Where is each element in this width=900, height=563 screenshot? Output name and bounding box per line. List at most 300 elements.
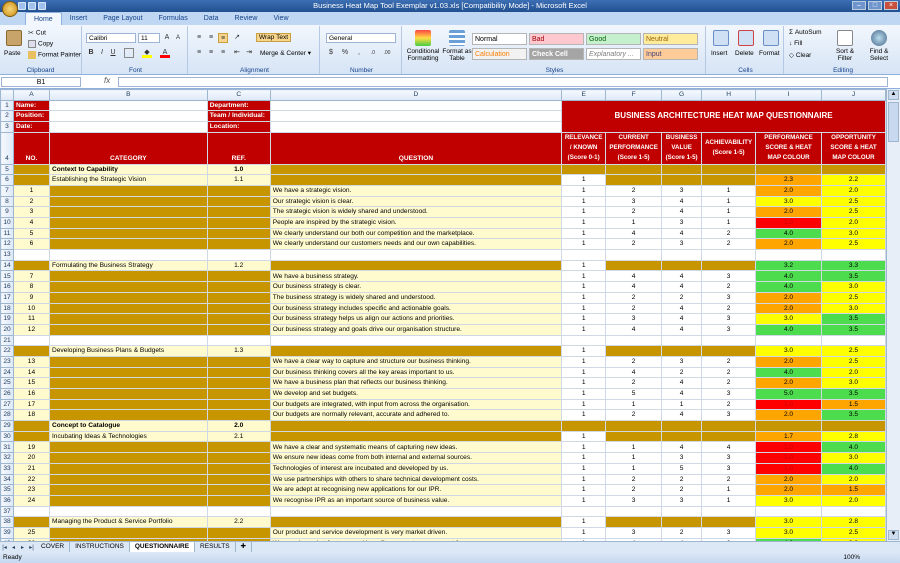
tab-review[interactable]: Review (234, 15, 258, 22)
tab-view[interactable]: View (273, 15, 289, 22)
empty-cell[interactable] (662, 250, 702, 261)
sheet-tab-instructions[interactable]: INSTRUCTIONS (70, 542, 130, 552)
row-header[interactable]: 11 (1, 228, 14, 239)
relevance-cell[interactable]: 1 (562, 324, 606, 335)
business-value-cell[interactable]: 4 (662, 228, 702, 239)
empty-cell[interactable] (606, 250, 662, 261)
ref-cell (207, 399, 270, 410)
relevance-cell[interactable]: 1 (562, 356, 606, 367)
style-check-cell[interactable]: Check Cell (529, 48, 584, 60)
empty-cell[interactable] (270, 250, 561, 261)
row-header[interactable]: 30 (1, 431, 14, 442)
business-value-cell[interactable]: 3 (662, 495, 702, 506)
relevance-cell[interactable]: 1 (562, 207, 606, 218)
achievability-cell[interactable]: 3 (702, 463, 756, 474)
relevance-cell[interactable]: 1 (562, 453, 606, 464)
relevance-cell[interactable]: 1 (562, 239, 606, 250)
row-header[interactable]: 23 (1, 356, 14, 367)
row-header[interactable]: 19 (1, 314, 14, 325)
current-performance-cell[interactable]: 2 (606, 239, 662, 250)
row-header[interactable]: 13 (1, 250, 14, 261)
current-performance-cell[interactable]: 2 (606, 207, 662, 218)
current-performance-cell[interactable]: 2 (606, 292, 662, 303)
row-header[interactable]: 15 (1, 271, 14, 282)
business-value-cell[interactable]: 4 (662, 314, 702, 325)
row-header[interactable]: 39 (1, 527, 14, 538)
empty-cell[interactable] (702, 506, 756, 517)
empty-cell[interactable] (49, 506, 207, 517)
row-header[interactable]: 17 (1, 292, 14, 303)
achievability-cell[interactable]: 3 (702, 389, 756, 400)
paste-button[interactable] (2, 28, 26, 64)
row-header[interactable]: 20 (1, 324, 14, 335)
empty-cell[interactable] (562, 250, 606, 261)
shrink-font-icon[interactable]: A (175, 35, 180, 41)
category-cell (49, 495, 207, 506)
relevance-cell[interactable]: 1 (562, 495, 606, 506)
relevance-cell[interactable]: 1 (562, 303, 606, 314)
performance-score-cell: 2.0 (756, 303, 822, 314)
grow-font-icon[interactable]: A (164, 34, 170, 41)
business-value-cell[interactable]: 2 (662, 367, 702, 378)
cut-button[interactable] (28, 29, 46, 37)
relevance-cell[interactable]: 1 (562, 196, 606, 207)
current-performance-cell[interactable]: 3 (606, 527, 662, 538)
empty-cell[interactable] (562, 506, 606, 517)
achievability-cell[interactable]: 3 (702, 410, 756, 421)
scissors-icon: ✂ (28, 30, 34, 37)
achievability-cell[interactable]: 2 (702, 282, 756, 293)
format-as-table-button[interactable] (442, 28, 472, 66)
current-performance-cell[interactable]: 1 (606, 453, 662, 464)
current-performance-cell[interactable]: 3 (606, 196, 662, 207)
row-header[interactable]: 3 (1, 121, 14, 132)
business-value-cell[interactable]: 4 (662, 442, 702, 453)
achievability-cell[interactable]: 1 (702, 207, 756, 218)
category-cell (49, 282, 207, 293)
current-performance-cell[interactable]: 2 (606, 356, 662, 367)
current-performance-cell[interactable]: 2 (606, 474, 662, 485)
relevance-cell[interactable]: 1 (562, 485, 606, 496)
empty-cell[interactable] (606, 506, 662, 517)
relevance-cell[interactable]: 1 (562, 410, 606, 421)
business-value-cell[interactable]: 4 (662, 271, 702, 282)
row-header[interactable]: 35 (1, 485, 14, 496)
question-cell (270, 517, 561, 528)
current-performance-cell[interactable]: 1 (606, 399, 662, 410)
office-button[interactable] (2, 1, 18, 17)
achievability-cell[interactable]: 3 (702, 314, 756, 325)
no-cell (13, 517, 49, 528)
relevance-cell[interactable]: 1 (562, 399, 606, 410)
last-sheet-icon[interactable]: ▸| (29, 544, 34, 551)
scroll-up-icon[interactable]: ▲ (888, 90, 899, 100)
tab-formulas[interactable]: Formulas (158, 15, 188, 22)
column-header[interactable]: C (207, 90, 270, 101)
orientation-icon[interactable]: ↗ (234, 34, 240, 41)
current-performance-cell[interactable]: 3 (606, 495, 662, 506)
row-header[interactable]: 22 (1, 346, 14, 357)
relevance-cell[interactable]: 1 (562, 463, 606, 474)
relevance-cell[interactable]: 1 (562, 442, 606, 453)
empty-cell[interactable] (207, 335, 270, 346)
font-family-select[interactable]: Calibri (86, 33, 136, 43)
current-performance-cell[interactable]: 2 (606, 303, 662, 314)
find-select-button[interactable] (862, 28, 896, 66)
opportunity-score-cell: 2.0 (821, 218, 885, 229)
achievability-cell[interactable]: 2 (702, 356, 756, 367)
column-header[interactable]: D (270, 90, 561, 101)
achievability-cell[interactable]: 1 (702, 196, 756, 207)
empty-cell[interactable] (756, 250, 822, 261)
empty-cell[interactable] (702, 250, 756, 261)
current-performance-cell[interactable]: 5 (606, 389, 662, 400)
date-field[interactable] (49, 121, 207, 132)
tab-data[interactable]: Data (203, 15, 219, 22)
relevance-cell[interactable]: 1 (562, 389, 606, 400)
row-header[interactable]: 6 (1, 175, 14, 186)
opportunity-score-cell: 2.5 (821, 207, 885, 218)
relevance-cell[interactable]: 1 (562, 175, 606, 186)
business-value-cell[interactable]: 2 (662, 474, 702, 485)
ref-cell (207, 303, 270, 314)
relevance-cell[interactable]: 1 (562, 314, 606, 325)
empty-cell[interactable] (207, 250, 270, 261)
current-performance-cell[interactable]: 1 (606, 442, 662, 453)
minimize-button[interactable]: – (852, 1, 866, 10)
maximize-button[interactable]: □ (868, 1, 882, 10)
relevance-cell[interactable]: 1 (562, 474, 606, 485)
copy-button[interactable] (28, 40, 53, 48)
opportunity-score-cell: 3.0 (821, 303, 885, 314)
tab-page-layout[interactable]: Page Layout (103, 15, 143, 22)
name-box[interactable]: B1 (1, 77, 81, 87)
no-cell: 13 (13, 356, 49, 367)
align-middle-icon[interactable]: ≡ (208, 34, 214, 41)
business-value-cell[interactable]: 3 (662, 218, 702, 229)
current-performance-cell[interactable]: 2 (606, 485, 662, 496)
row-header[interactable]: 29 (1, 421, 14, 432)
borders-icon[interactable] (124, 48, 134, 58)
row-header[interactable]: 38 (1, 517, 14, 528)
row-header[interactable]: 26 (1, 389, 14, 400)
achievability-cell[interactable]: 3 (702, 324, 756, 335)
empty-cell[interactable] (702, 335, 756, 346)
relevance-cell[interactable]: 1 (562, 527, 606, 538)
italic-button[interactable]: I (101, 49, 103, 56)
table-row (1, 527, 886, 538)
row-header[interactable]: 8 (1, 196, 14, 207)
row-header[interactable]: 7 (1, 185, 14, 196)
font-size-select[interactable]: 11 (138, 33, 160, 43)
decrease-indent-icon[interactable]: ⇤ (234, 49, 240, 56)
align-bottom-icon[interactable]: ≡ (218, 33, 228, 43)
row-header[interactable]: 24 (1, 367, 14, 378)
relevance-cell[interactable]: 1 (562, 271, 606, 282)
business-value-cell[interactable]: 4 (662, 389, 702, 400)
relevance-cell[interactable]: 1 (562, 378, 606, 389)
first-sheet-icon[interactable]: |◂ (2, 544, 7, 551)
editing-group (786, 26, 900, 74)
row-header[interactable]: 33 (1, 463, 14, 474)
style-calculation[interactable]: Calculation (472, 48, 527, 60)
category-cell (49, 292, 207, 303)
style-input[interactable]: Input (643, 48, 698, 60)
row-header[interactable]: 21 (1, 335, 14, 346)
empty-cell[interactable] (207, 506, 270, 517)
fill-button[interactable] (789, 40, 802, 47)
sheet-tab-results[interactable]: RESULTS (195, 542, 236, 552)
category-cell (49, 324, 207, 335)
wrap-text-button[interactable] (256, 33, 291, 42)
scroll-thumb[interactable] (888, 102, 899, 142)
question-cell: Our business strategy and goals drive our organisation structure. (270, 324, 561, 335)
column-header[interactable]: H (702, 90, 756, 101)
next-sheet-icon[interactable]: ▸ (20, 544, 24, 551)
merge-center-button[interactable]: Merge & Center ▾ (260, 50, 311, 57)
empty-cell[interactable] (821, 250, 885, 261)
empty-cell[interactable] (756, 506, 822, 517)
format-cells-button[interactable] (759, 28, 783, 64)
relevance-cell[interactable]: 1 (562, 218, 606, 229)
achievability-cell[interactable]: 3 (702, 527, 756, 538)
name-field[interactable] (49, 100, 207, 111)
redo-icon[interactable] (38, 2, 46, 10)
relevance-cell[interactable]: 1 (562, 282, 606, 293)
business-value-cell[interactable]: 5 (662, 463, 702, 474)
achievability-cell[interactable]: 1 (702, 485, 756, 496)
style-bad[interactable]: Bad (529, 33, 584, 45)
empty-cell[interactable] (662, 506, 702, 517)
business-value-cell[interactable]: 2 (662, 527, 702, 538)
formula-input[interactable] (118, 77, 888, 87)
sheet-tab-cover[interactable]: COVER (36, 542, 70, 552)
empty-cell[interactable] (662, 335, 702, 346)
percent-icon[interactable]: % (341, 49, 349, 56)
style-normal[interactable]: Normal (472, 33, 527, 45)
delete-cells-button[interactable] (734, 28, 758, 64)
row-header[interactable]: 37 (1, 506, 14, 517)
number-format-select[interactable]: General (326, 33, 396, 43)
relevance-cell[interactable]: 1 (562, 292, 606, 303)
style-neutral[interactable]: Neutral (643, 33, 698, 45)
sheet-tab-questionnaire[interactable]: QUESTIONNAIRE (130, 542, 195, 552)
align-right-icon[interactable]: ≡ (220, 49, 226, 56)
empty-cell[interactable] (13, 250, 49, 261)
relevance-cell[interactable]: 1 (562, 367, 606, 378)
empty-cell[interactable] (821, 335, 885, 346)
business-value-cell[interactable]: 4 (662, 207, 702, 218)
no-cell: 16 (13, 389, 49, 400)
styles-group-label: Styles (545, 67, 564, 74)
currency-icon[interactable]: $ (329, 49, 333, 56)
row-header[interactable]: 31 (1, 442, 14, 453)
column-header[interactable]: I (756, 90, 822, 101)
empty-cell[interactable] (821, 506, 885, 517)
empty-cell[interactable] (562, 335, 606, 346)
achievability-cell[interactable]: 2 (702, 474, 756, 485)
achievability-cell[interactable]: 4 (702, 442, 756, 453)
business-value-cell[interactable]: 4 (662, 196, 702, 207)
business-value-cell[interactable]: 2 (662, 292, 702, 303)
current-performance-cell[interactable]: 4 (606, 271, 662, 282)
style-explanatory[interactable]: Explanatory ... (586, 48, 641, 60)
business-value-cell[interactable]: 4 (662, 410, 702, 421)
relevance-cell[interactable]: 1 (562, 185, 606, 196)
fill-color-icon[interactable]: ◆ (142, 48, 152, 58)
scroll-down-icon[interactable]: ▼ (888, 530, 899, 540)
row-header[interactable]: 27 (1, 399, 14, 410)
achievability-cell[interactable]: 3 (702, 271, 756, 282)
table-row (1, 495, 886, 506)
achievability-cell[interactable]: 2 (702, 367, 756, 378)
row-header[interactable]: 4 (1, 132, 14, 164)
align-center-icon[interactable]: ≡ (208, 49, 214, 56)
tab-home[interactable]: Home (25, 12, 62, 25)
relevance-cell[interactable]: 1 (562, 228, 606, 239)
current-cell (606, 517, 662, 528)
achievability-cell[interactable]: 1 (702, 185, 756, 196)
row-header[interactable]: 12 (1, 239, 14, 250)
save-icon[interactable] (18, 2, 26, 10)
column-header[interactable]: J (821, 90, 885, 101)
row-header[interactable]: 25 (1, 378, 14, 389)
business-value-cell[interactable]: 3 (662, 453, 702, 464)
autosum-button[interactable] (789, 29, 822, 36)
comma-icon[interactable]: , (358, 49, 360, 56)
style-good[interactable]: Good (586, 33, 641, 45)
empty-cell[interactable] (13, 335, 49, 346)
insert-sheet-icon[interactable]: ✚ (236, 542, 252, 552)
achievability-cell[interactable]: 1 (702, 495, 756, 506)
column-header[interactable]: B (49, 90, 207, 101)
empty-cell[interactable] (49, 250, 207, 261)
row-header[interactable]: 16 (1, 282, 14, 293)
achievability-cell[interactable]: 2 (702, 399, 756, 410)
decrease-decimal-icon[interactable]: .00 (383, 50, 391, 56)
row-header[interactable]: 2 (1, 111, 14, 122)
empty-cell[interactable] (606, 335, 662, 346)
ref-cell (207, 185, 270, 196)
row-header[interactable]: 5 (1, 164, 14, 175)
zoom-level[interactable]: 100% (843, 554, 860, 561)
empty-cell[interactable] (13, 506, 49, 517)
current-performance-cell[interactable]: 2 (606, 378, 662, 389)
column-header[interactable]: E (562, 90, 606, 101)
empty-cell[interactable] (49, 335, 207, 346)
clear-button[interactable] (789, 51, 811, 59)
row-header[interactable]: 34 (1, 474, 14, 485)
value-cell (662, 346, 702, 357)
current-performance-cell[interactable]: 4 (606, 282, 662, 293)
business-value-cell[interactable]: 4 (662, 324, 702, 335)
increase-indent-icon[interactable]: ⇥ (246, 49, 252, 56)
business-value-cell[interactable]: 3 (662, 356, 702, 367)
close-button[interactable]: × (884, 1, 898, 10)
row-header[interactable]: 28 (1, 410, 14, 421)
clipboard-group (0, 26, 82, 74)
format-painter-button[interactable] (28, 51, 81, 59)
column-header[interactable]: G (662, 90, 702, 101)
achievability-cell[interactable]: 3 (702, 292, 756, 303)
increase-decimal-icon[interactable]: .0 (370, 50, 376, 56)
business-value-cell[interactable]: 1 (662, 399, 702, 410)
relevance-cell[interactable]: 1 (562, 431, 606, 442)
align-left-icon[interactable]: ≡ (196, 49, 202, 56)
row-header[interactable]: 9 (1, 207, 14, 218)
current-performance-cell[interactable]: 2 (606, 410, 662, 421)
relevance-cell[interactable]: 1 (562, 260, 606, 271)
empty-cell[interactable] (756, 335, 822, 346)
business-value-cell[interactable]: 4 (662, 303, 702, 314)
current-performance-cell[interactable]: 4 (606, 324, 662, 335)
undo-icon[interactable] (28, 2, 36, 10)
team-field[interactable] (270, 111, 561, 122)
select-all-corner[interactable] (1, 90, 14, 101)
ref-cell (207, 378, 270, 389)
row-header[interactable]: 1 (1, 100, 14, 111)
current-performance-cell[interactable]: 1 (606, 218, 662, 229)
relevance-cell[interactable]: 1 (562, 517, 606, 528)
current-performance-cell[interactable]: 4 (606, 228, 662, 239)
insert-cells-button[interactable] (710, 28, 732, 64)
row-header[interactable]: 10 (1, 218, 14, 229)
tab-insert[interactable]: Insert (69, 15, 88, 22)
department-field[interactable] (270, 100, 561, 111)
achievability-cell[interactable]: 2 (702, 239, 756, 250)
business-value-cell[interactable]: 3 (662, 185, 702, 196)
achievability-cell[interactable]: 1 (702, 218, 756, 229)
current-performance-cell[interactable]: 4 (606, 367, 662, 378)
align-top-icon[interactable]: ≡ (196, 34, 202, 41)
empty-cell[interactable] (270, 506, 561, 517)
achievability-cell[interactable]: 3 (702, 453, 756, 464)
business-value-cell[interactable]: 3 (662, 239, 702, 250)
no-cell: 10 (13, 303, 49, 314)
current-performance-cell[interactable]: 1 (606, 463, 662, 474)
position-field[interactable] (49, 111, 207, 122)
clear-label: Clear (795, 52, 812, 59)
achievability-cell[interactable]: 2 (702, 228, 756, 239)
empty-cell[interactable] (270, 335, 561, 346)
vertical-scrollbar[interactable] (886, 89, 900, 541)
column-header[interactable]: A (13, 90, 49, 101)
bold-button[interactable]: B (88, 49, 94, 56)
row-header[interactable]: 32 (1, 453, 14, 464)
current-performance-cell[interactable]: 2 (606, 185, 662, 196)
fx-icon[interactable]: fx (104, 76, 111, 85)
achievability-cell[interactable]: 2 (702, 303, 756, 314)
business-value-cell[interactable]: 4 (662, 378, 702, 389)
prev-sheet-icon[interactable]: ◂ (11, 544, 15, 551)
category-cell (49, 410, 207, 421)
row-header[interactable]: 36 (1, 495, 14, 506)
row-header[interactable]: 14 (1, 260, 14, 271)
row-header[interactable]: 18 (1, 303, 14, 314)
location-field[interactable] (270, 121, 561, 132)
business-value-cell[interactable]: 2 (662, 485, 702, 496)
achievability-cell[interactable]: 2 (702, 378, 756, 389)
font-color-icon[interactable]: A (160, 48, 170, 58)
conditional-formatting-button[interactable] (406, 28, 440, 66)
relevance-cell[interactable]: 1 (562, 346, 606, 357)
sort-filter-button[interactable] (830, 28, 860, 66)
current-performance-cell[interactable]: 3 (606, 314, 662, 325)
business-value-cell[interactable]: 4 (662, 282, 702, 293)
underline-button[interactable]: U (110, 49, 116, 56)
column-header[interactable]: F (606, 90, 662, 101)
opportunity-score-cell: 1.5 (821, 399, 885, 410)
